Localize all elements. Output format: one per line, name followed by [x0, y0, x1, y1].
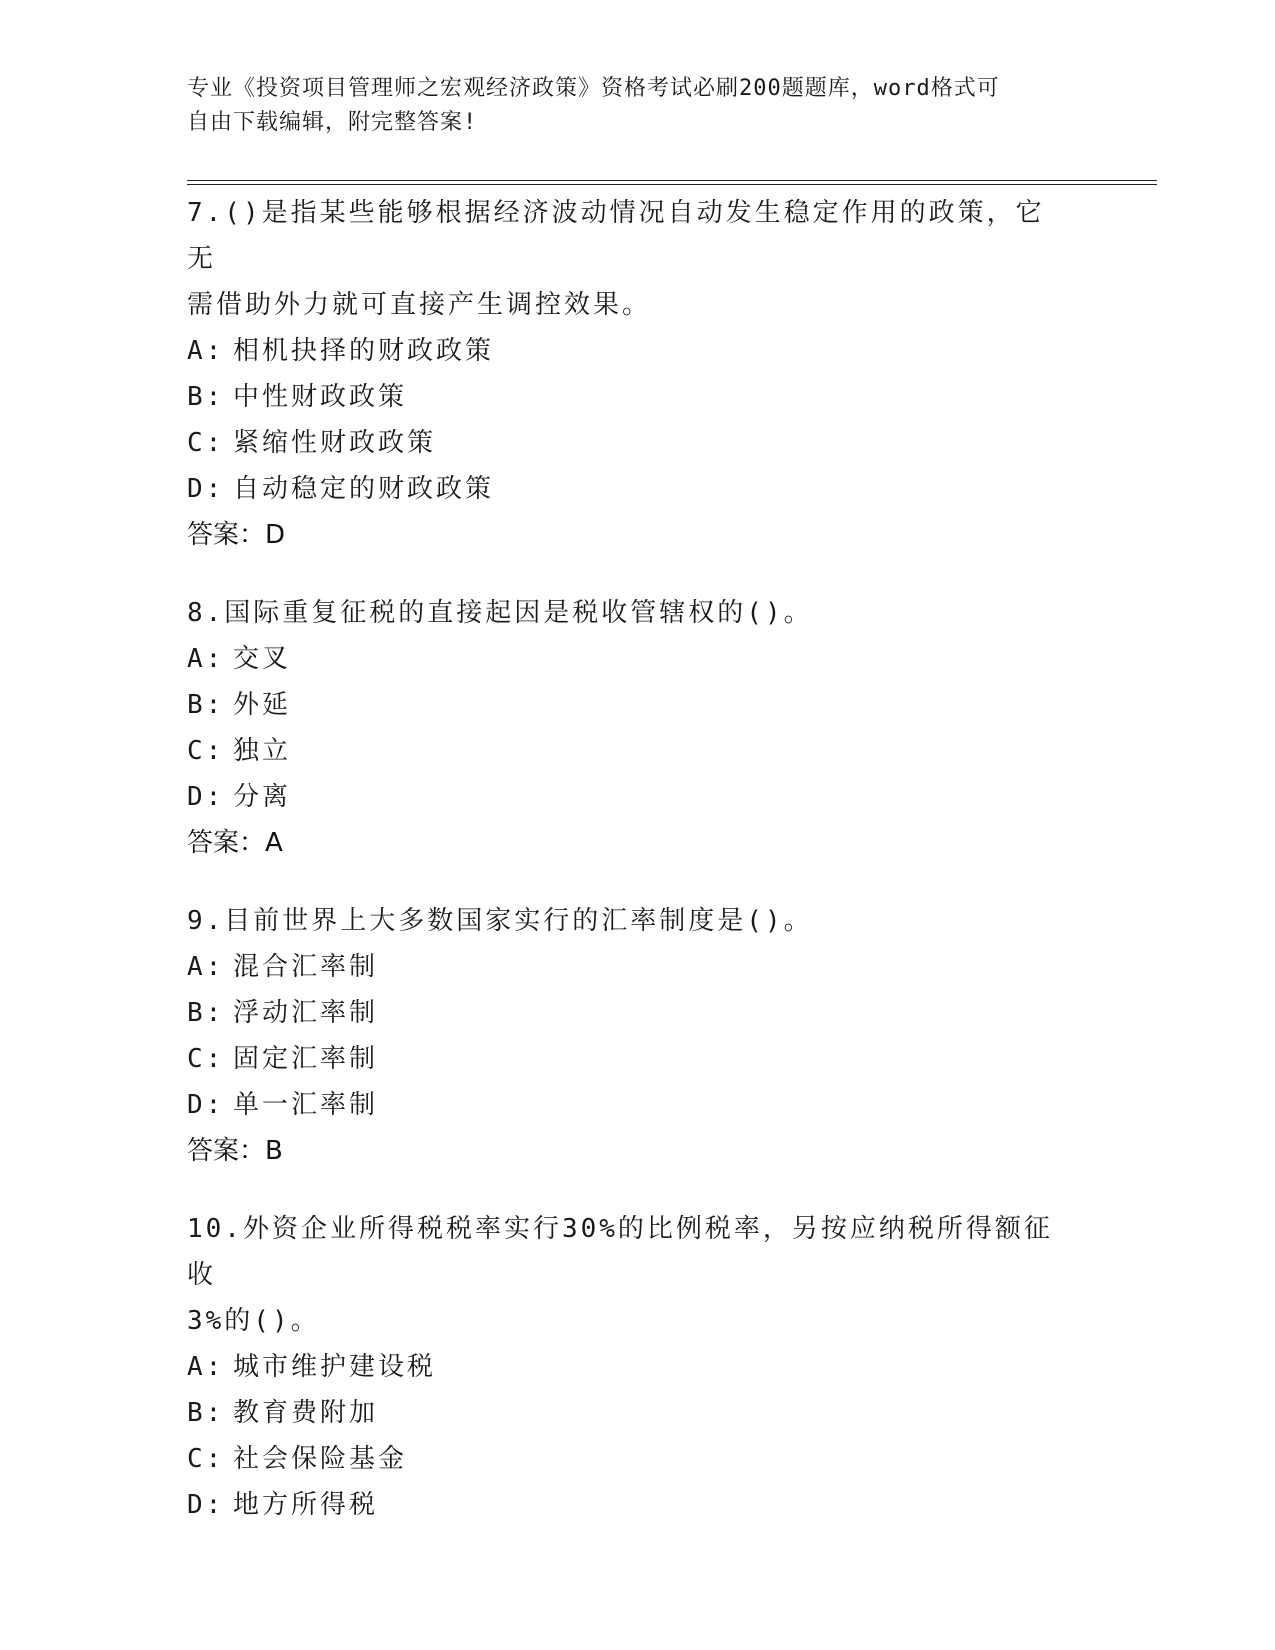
option-letter: D: — [187, 1090, 225, 1120]
option-a — [187, 944, 1067, 990]
option-text: 外延 — [233, 690, 292, 720]
question-8 — [187, 590, 1067, 866]
option-letter: B: — [187, 1398, 225, 1428]
option-a — [187, 636, 1067, 682]
option-letter: D: — [187, 782, 225, 812]
option-letter: C: — [187, 1044, 225, 1074]
option-d — [187, 466, 1067, 512]
question-10 — [187, 1206, 1067, 1528]
option-letter: C: — [187, 736, 225, 766]
option-letter: A: — [187, 644, 225, 674]
option-text: 城市维护建设税 — [233, 1352, 437, 1382]
option-text: 分离 — [233, 782, 292, 812]
option-c — [187, 420, 1067, 466]
question-stem: 9.目前世界上大多数国家实行的汇率制度是()。 — [187, 906, 813, 936]
option-c — [187, 1036, 1067, 1082]
option-text: 单一汇率制 — [233, 1090, 379, 1120]
question-7 — [187, 190, 1067, 558]
option-text: 教育费附加 — [233, 1398, 379, 1428]
header-line-1: 专业《投资项目管理师之宏观经济政策》资格考试必刷200题题库，word格式可 — [187, 76, 1000, 101]
option-text: 混合汇率制 — [233, 952, 379, 982]
option-letter: D: — [187, 1490, 225, 1520]
option-b — [187, 682, 1067, 728]
option-c — [187, 1436, 1067, 1482]
option-a — [187, 1344, 1067, 1390]
option-d — [187, 1482, 1067, 1528]
option-text: 中性财政政策 — [233, 382, 408, 412]
option-letter: B: — [187, 382, 225, 412]
option-d — [187, 1082, 1067, 1128]
option-b — [187, 374, 1067, 420]
question-9 — [187, 898, 1067, 1174]
option-letter: B: — [187, 998, 225, 1028]
question-stem-continued: 需借助外力就可直接产生调控效果。 — [187, 290, 652, 320]
header-divider — [187, 180, 1157, 185]
question-stem: 10.外资企业所得税税率实行30%的比例税率，另按应纳税所得额征收 — [187, 1214, 1053, 1290]
question-list — [187, 190, 1067, 1560]
answer-line: 答案：A — [187, 828, 283, 858]
option-text: 交叉 — [233, 644, 292, 674]
option-text: 地方所得税 — [233, 1490, 379, 1520]
option-letter: A: — [187, 1352, 225, 1382]
option-text: 独立 — [233, 736, 292, 766]
option-letter: A: — [187, 952, 225, 982]
option-letter: D: — [187, 474, 225, 504]
option-a — [187, 328, 1067, 374]
option-letter: C: — [187, 1444, 225, 1474]
option-b — [187, 990, 1067, 1036]
option-text: 社会保险基金 — [233, 1444, 408, 1474]
option-text: 浮动汇率制 — [233, 998, 379, 1028]
answer-line: 答案：B — [187, 1136, 283, 1166]
option-letter: B: — [187, 690, 225, 720]
option-text: 自动稳定的财政政策 — [233, 474, 495, 504]
option-c — [187, 728, 1067, 774]
question-stem: 7.()是指某些能够根据经济波动情况自动发生稳定作用的政策，它无 — [187, 198, 1045, 274]
option-text: 相机抉择的财政政策 — [233, 336, 495, 366]
option-d — [187, 774, 1067, 820]
answer-line: 答案：D — [187, 520, 286, 550]
option-text: 紧缩性财政政策 — [233, 428, 437, 458]
option-b — [187, 1390, 1067, 1436]
header-line-2: 自由下载编辑，附完整答案! — [187, 110, 478, 135]
option-letter: A: — [187, 336, 225, 366]
option-letter: C: — [187, 428, 225, 458]
document-header — [187, 72, 1067, 140]
question-stem-continued: 3%的()。 — [187, 1306, 320, 1336]
option-text: 固定汇率制 — [233, 1044, 379, 1074]
question-stem: 8.国际重复征税的直接起因是税收管辖权的()。 — [187, 598, 813, 628]
